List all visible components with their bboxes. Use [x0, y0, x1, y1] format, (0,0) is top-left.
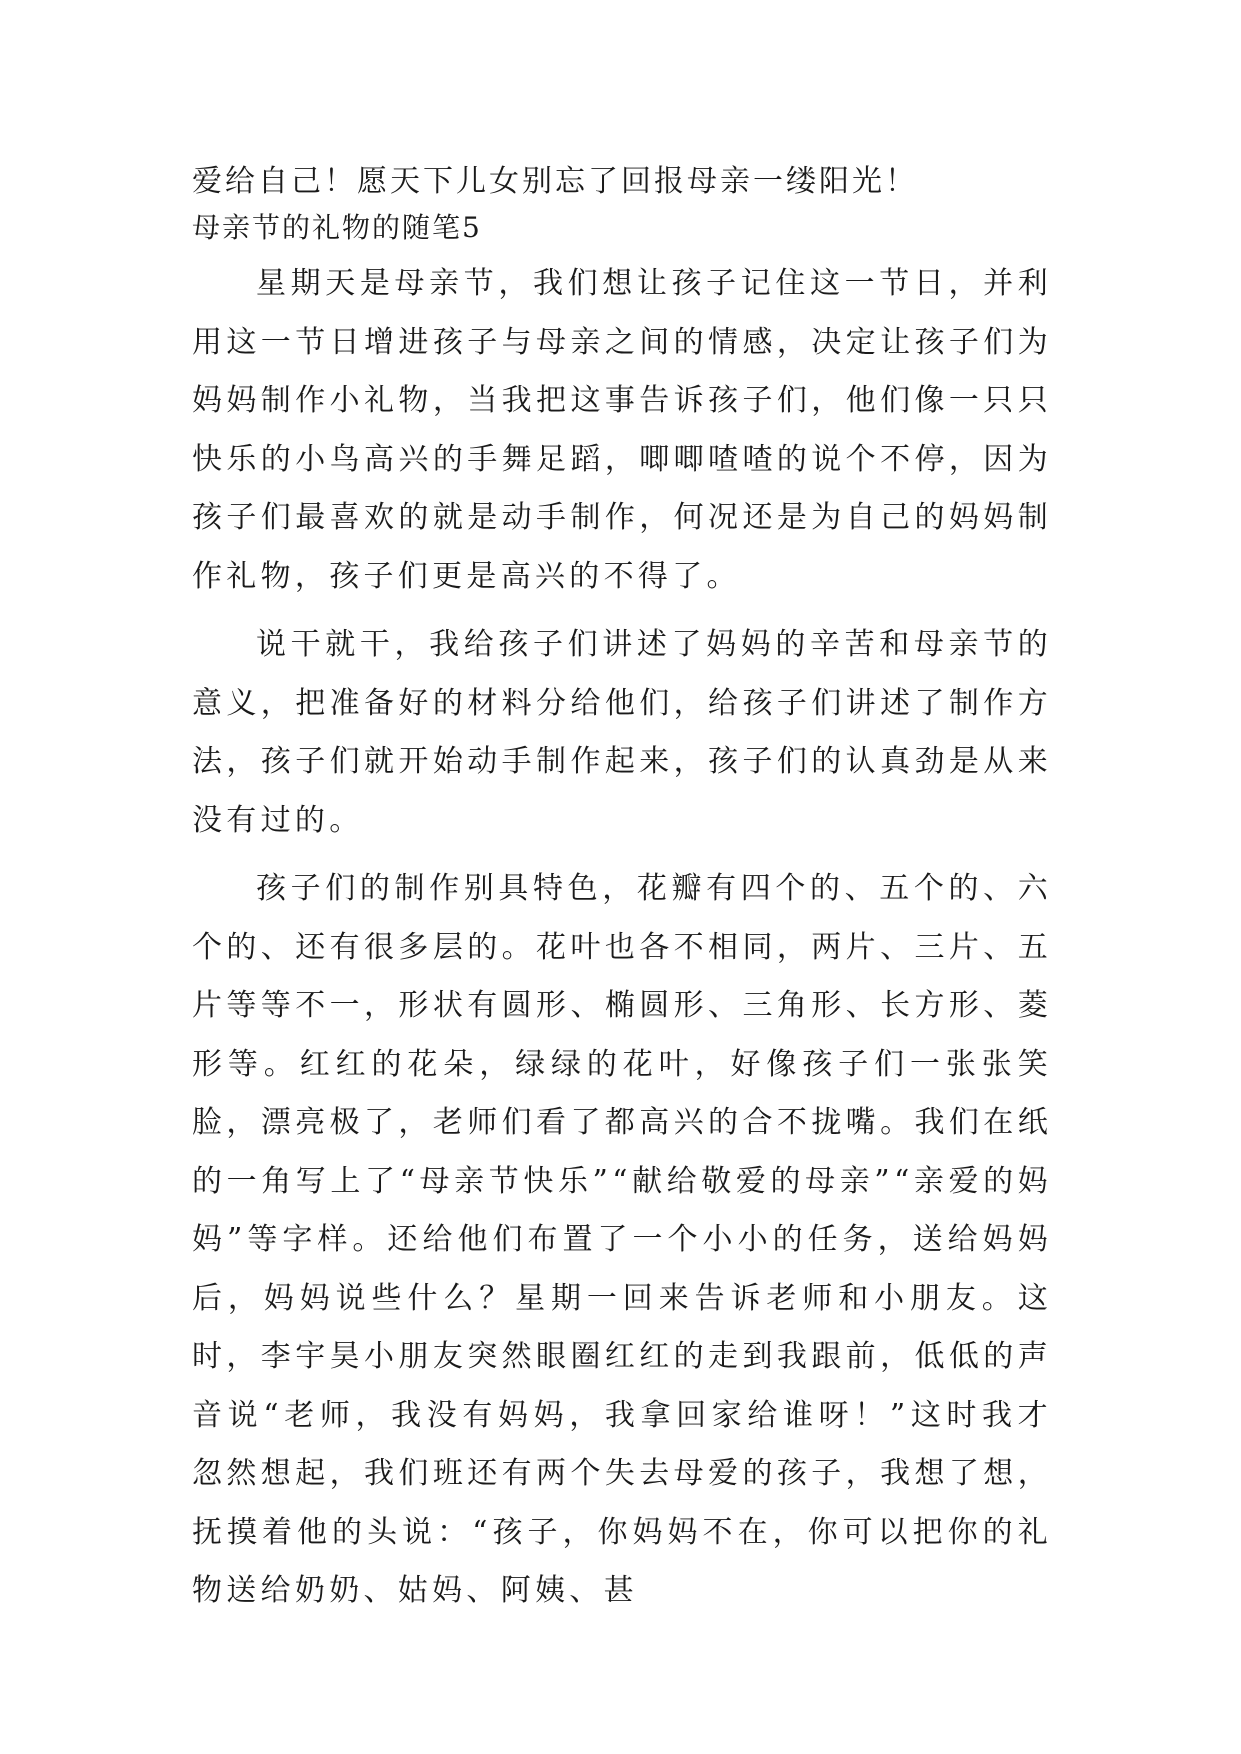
paragraph-3: 孩子们的制作别具特色，花瓣有四个的、五个的、六个的、还有很多层的。花叶也各不相同，两片、三片、五片等等不一，形状有圆形、椭圆形、三角形、长方形、菱形等。红红的花朵，绿绿的花叶，好像孩子们一张张笑脸，漂亮极了，老师们看了都高兴的合不拢嘴。我们在纸的一角写上了“母亲节快乐”“献给敬爱的母亲”“亲爱的妈妈”等字样。还给他们布置了一个小小的任务，送给妈妈后，妈妈说些什么？星期一回来告诉老师和小朋友。这时，李宇昊小朋友突然眼圈红红的走到我跟前，低低的声音说“老师，我没有妈妈，我拿回家给谁呀！”这时我才忽然想起，我们班还有两个失去母爱的孩子，我想了想，抚摸着他的头说：“孩子，你妈妈不在，你可以把你的礼物送给奶奶、姑妈、阿姨、甚	[192, 871, 1052, 1608]
paragraph-1: 星期天是母亲节，我们想让孩子记住这一节日，并利用这一节日增进孩子与母亲之间的情感，决定让孩子们为妈妈制作小礼物，当我把这事告诉孩子们，他们像一只只快乐的小鸟高兴的手舞足蹈，唧唧喳喳的说个不停，因为孩子们最喜欢的就是动手制作，何况还是为自己的妈妈制作礼物，孩子们更是高兴的不得了。	[192, 266, 1052, 594]
section-title: 母亲节的礼物的随笔5	[192, 211, 482, 244]
lead-line: 爱给自己！愿天下儿女别忘了回报母亲一缕阳光！	[192, 164, 918, 199]
paragraph-2: 说干就干，我给孩子们讲述了妈妈的辛苦和母亲节的意义，把准备好的材料分给他们，给孩子们讲述了制作方法，孩子们就开始动手制作起来，孩子们的认真劲是从来没有过的。	[192, 627, 1052, 838]
document-body	[192, 159, 1052, 1631]
